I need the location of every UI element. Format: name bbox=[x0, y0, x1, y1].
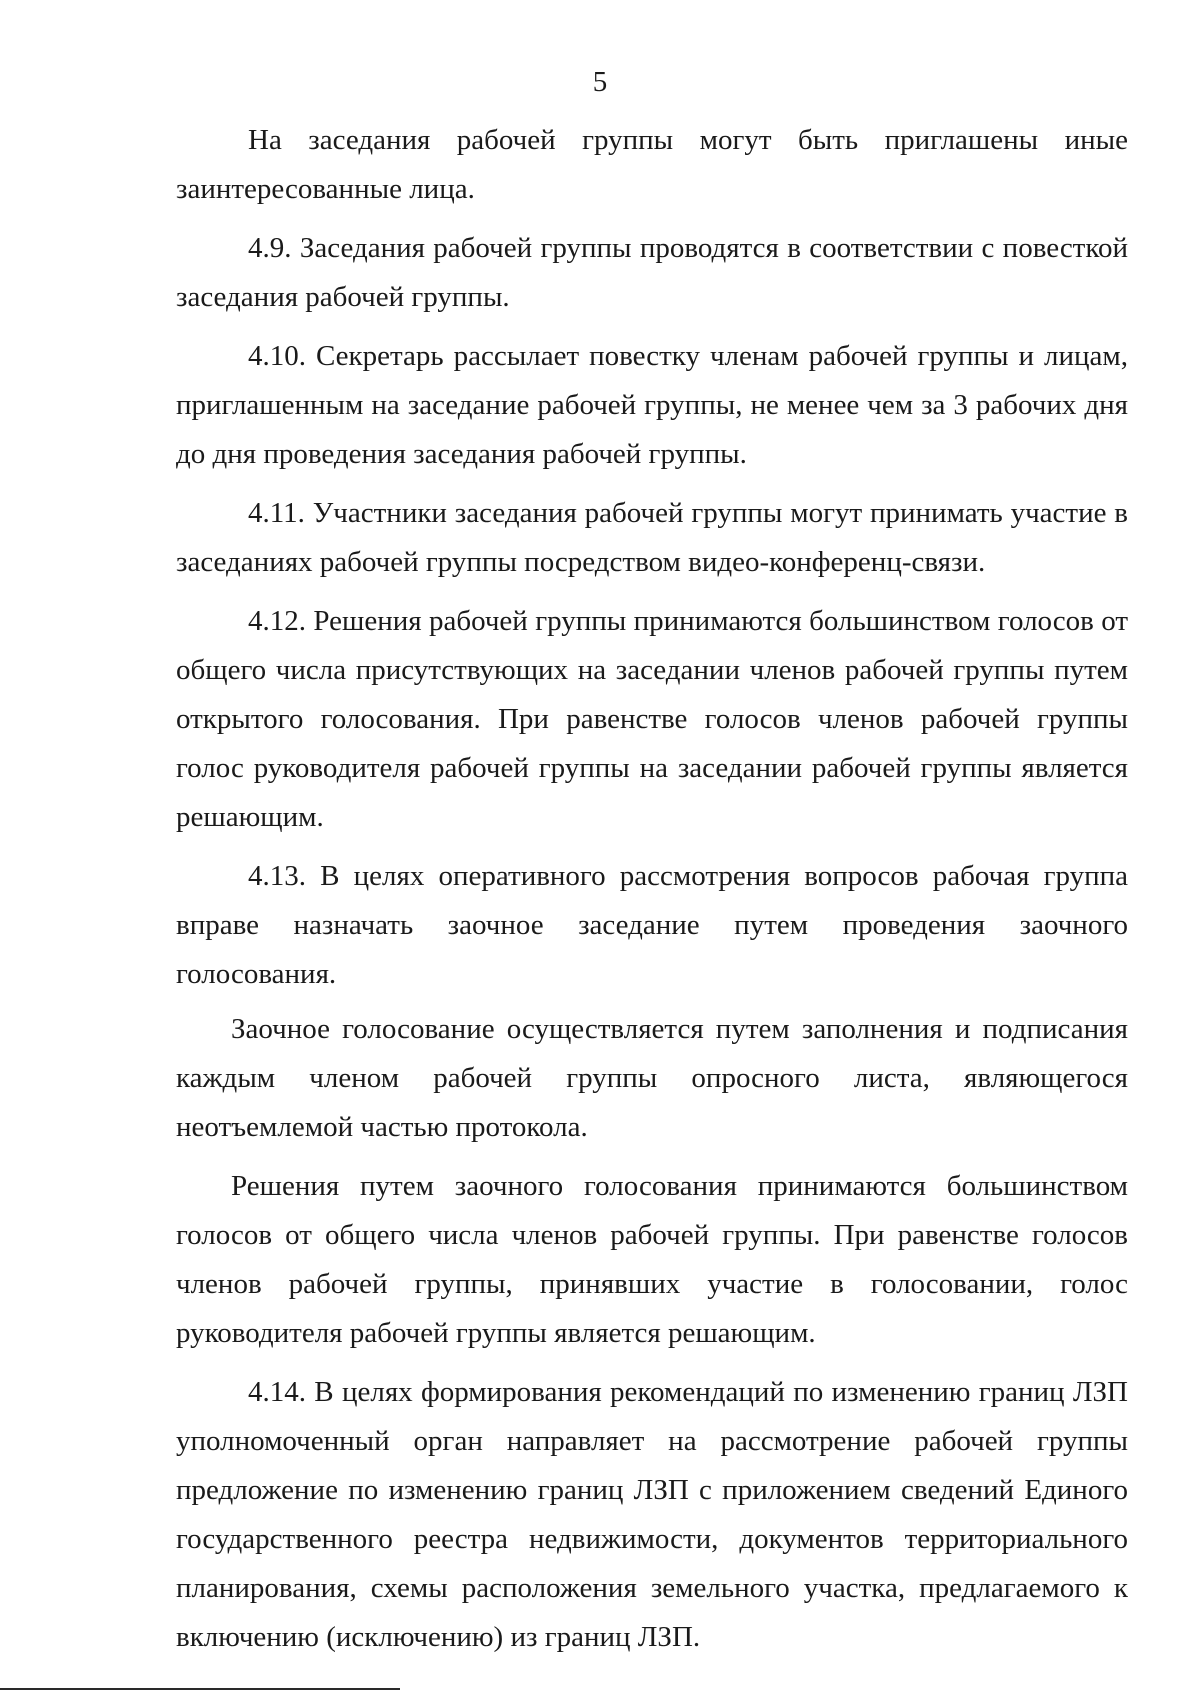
paragraph-absentee-voting: Заочное голосование осуществляется путем заполнения и подписания каждым членом рабочей группы опросного листа, являющегося неотъемлемой частью протокола. bbox=[176, 1013, 1128, 1143]
paragraph-4-14: 4.14. В целях формирования рекомендаций по изменению границ ЛЗП уполномоченный орган направляет на рассмотрение рабочей группы предложение по изменению границ ЛЗП с приложением сведений Единого государственного реестра недвижимости, документов территориального планирования, схемы расположения земельного участка, предлагаемого к включению (исключению) из границ ЛЗП. bbox=[176, 1376, 1128, 1653]
paragraph-4-13: 4.13. В целях оперативного рассмотрения вопросов рабочая группа вправе назначать заочное заседание путем проведения заочного голосования. bbox=[176, 860, 1128, 990]
paragraph-4-12: 4.12. Решения рабочей группы принимаются большинством голосов от общего числа присутствующих на заседании членов рабочей группы путем открытого голосования. При равенстве голосов членов рабочей группы голос руководителя рабочей группы на заседании рабочей группы является решающим. bbox=[176, 605, 1128, 833]
footer-rule bbox=[0, 1688, 400, 1690]
page-number: 5 bbox=[592, 66, 608, 98]
document-body bbox=[176, 116, 1128, 1662]
paragraph-4-11: 4.11. Участники заседания рабочей группы могут принимать участие в заседаниях рабочей группы посредством видео-конференц-связи. bbox=[176, 497, 1128, 578]
paragraph-absentee-decisions: Решения путем заочного голосования принимаются большинством голосов от общего числа членов рабочей группы. При равенстве голосов членов рабочей группы, принявших участие в голосовании, голос руководителя рабочей группы является решающим. bbox=[176, 1170, 1128, 1349]
paragraph-4-9: 4.9. Заседания рабочей группы проводятся в соответствии с повесткой заседания рабочей группы. bbox=[176, 232, 1128, 313]
paragraph-invited-persons: На заседания рабочей группы могут быть приглашены иные заинтересованные лица. bbox=[176, 124, 1128, 205]
paragraph-4-10: 4.10. Секретарь рассылает повестку членам рабочей группы и лицам, приглашенным на заседание рабочей группы, не менее чем за 3 рабочих дня до дня проведения заседания рабочей группы. bbox=[176, 340, 1128, 470]
